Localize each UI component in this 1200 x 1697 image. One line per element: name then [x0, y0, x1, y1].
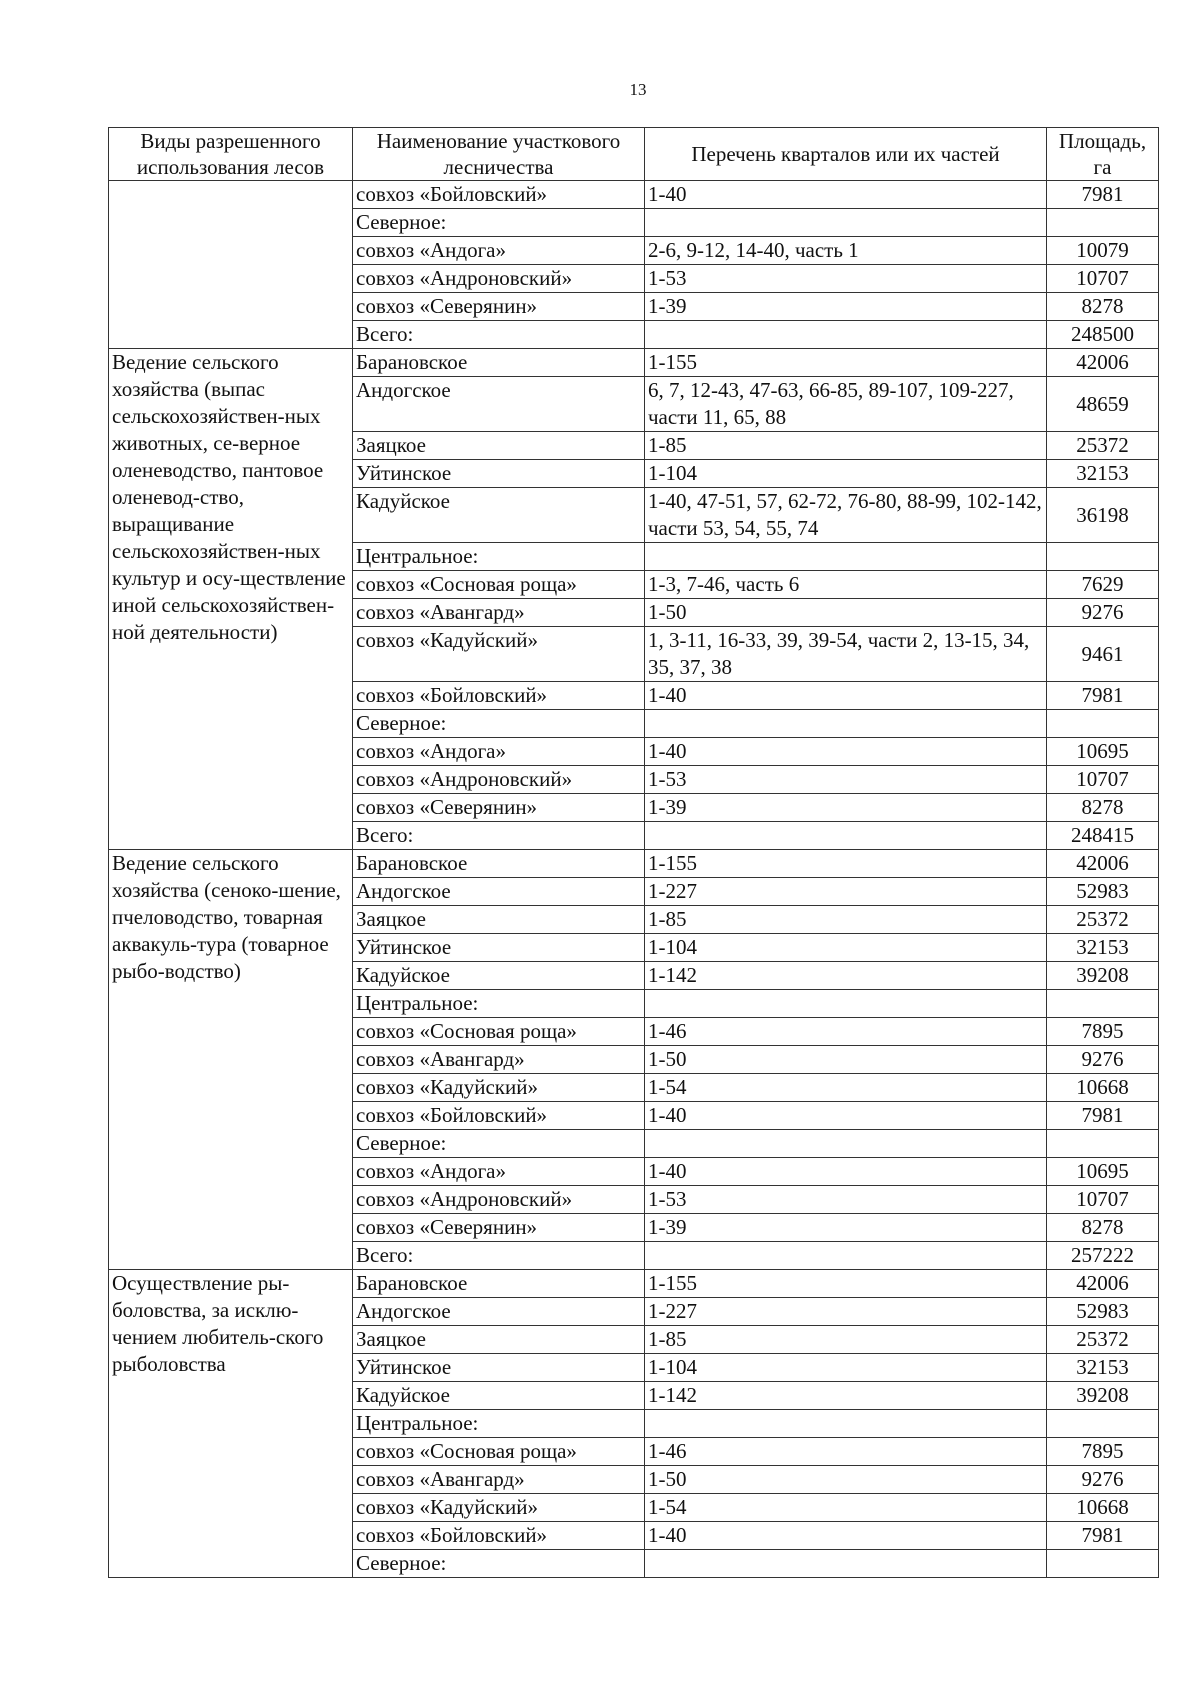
area-cell: 10707	[1047, 766, 1159, 794]
use-type-cell	[109, 181, 353, 349]
quarters-cell: 1-39	[645, 1214, 1047, 1242]
area-cell: 9276	[1047, 1466, 1159, 1494]
forestry-name-cell: совхоз «Сосновая роща»	[353, 571, 645, 599]
quarters-cell: 2-6, 9-12, 14-40, часть 1	[645, 237, 1047, 265]
area-cell: 10695	[1047, 738, 1159, 766]
forestry-name-cell: совхоз «Андроновский»	[353, 265, 645, 293]
quarters-cell: 1-50	[645, 599, 1047, 627]
quarters-cell: 1-142	[645, 1382, 1047, 1410]
forestry-name-cell: Уйтинское	[353, 1354, 645, 1382]
area-cell: 10079	[1047, 237, 1159, 265]
forest-use-table	[108, 127, 1159, 1578]
forestry-name-cell: совхоз «Сосновая роща»	[353, 1018, 645, 1046]
quarters-cell: 1-40	[645, 682, 1047, 710]
forestry-name-cell: Андогское	[353, 878, 645, 906]
quarters-cell: 1-85	[645, 432, 1047, 460]
area-cell: 25372	[1047, 432, 1159, 460]
forestry-name-cell: Кадуйское	[353, 962, 645, 990]
use-type-cell: Ведение сельского хозяйства (выпас сельскохозяйствен-ных животных, се-верное оленеводство, пантовое оленевод-ство, выращивание сельскохозяйствен-ных культур и осу-ществление иной сельскохозяйствен-ной деятельности)	[109, 349, 353, 850]
quarters-cell: 1-104	[645, 460, 1047, 488]
forestry-name-cell: Центральное:	[353, 543, 645, 571]
area-cell: 10668	[1047, 1074, 1159, 1102]
area-cell: 25372	[1047, 1326, 1159, 1354]
quarters-cell: 1-155	[645, 850, 1047, 878]
area-cell: 25372	[1047, 906, 1159, 934]
forestry-name-cell: Барановское	[353, 1270, 645, 1298]
forestry-name-cell: совхоз «Авангард»	[353, 599, 645, 627]
area-cell: 10695	[1047, 1158, 1159, 1186]
quarters-cell: 1, 3-11, 16-33, 39, 39-54, части 2, 13-15, 34, 35, 37, 38	[645, 627, 1047, 682]
quarters-cell: 1-53	[645, 766, 1047, 794]
forestry-name-cell: Андогское	[353, 377, 645, 432]
header-use-type: Виды разрешенного использования лесов	[109, 128, 353, 181]
header-area: Площадь, га	[1047, 128, 1159, 181]
quarters-cell: 1-155	[645, 1270, 1047, 1298]
area-cell: 42006	[1047, 349, 1159, 377]
quarters-cell: 1-104	[645, 1354, 1047, 1382]
area-cell: 7629	[1047, 571, 1159, 599]
forestry-name-cell: Заяцкое	[353, 1326, 645, 1354]
forestry-name-cell: Северное:	[353, 710, 645, 738]
quarters-cell	[645, 321, 1047, 349]
area-cell: 48659	[1047, 377, 1159, 432]
area-cell: 9461	[1047, 627, 1159, 682]
forestry-name-cell: Северное:	[353, 1550, 645, 1578]
header-row	[109, 128, 1159, 181]
forestry-name-cell: совхоз «Андога»	[353, 237, 645, 265]
quarters-cell: 1-3, 7-46, часть 6	[645, 571, 1047, 599]
forestry-name-cell: совхоз «Андроновский»	[353, 766, 645, 794]
area-cell: 7895	[1047, 1438, 1159, 1466]
quarters-cell: 1-54	[645, 1074, 1047, 1102]
forestry-name-cell: совхоз «Андога»	[353, 738, 645, 766]
area-cell	[1047, 1410, 1159, 1438]
header-quarters: Перечень кварталов или их частей	[645, 128, 1047, 181]
quarters-cell: 1-142	[645, 962, 1047, 990]
area-cell: 257222	[1047, 1242, 1159, 1270]
forestry-name-cell: Заяцкое	[353, 432, 645, 460]
area-cell: 248415	[1047, 822, 1159, 850]
forestry-name-cell: совхоз «Бойловский»	[353, 181, 645, 209]
area-cell	[1047, 543, 1159, 571]
quarters-cell: 1-40	[645, 1158, 1047, 1186]
table-row	[109, 1270, 1159, 1298]
area-cell: 7981	[1047, 1522, 1159, 1550]
header-forestry-name: Наименование участкового лесничества	[353, 128, 645, 181]
area-cell: 7981	[1047, 682, 1159, 710]
quarters-cell	[645, 1242, 1047, 1270]
quarters-cell: 1-46	[645, 1438, 1047, 1466]
area-cell: 42006	[1047, 1270, 1159, 1298]
area-cell: 32153	[1047, 460, 1159, 488]
table-row	[109, 349, 1159, 377]
area-cell: 52983	[1047, 878, 1159, 906]
forestry-name-cell: Всего:	[353, 1242, 645, 1270]
area-cell: 10707	[1047, 265, 1159, 293]
quarters-cell: 1-39	[645, 794, 1047, 822]
forestry-name-cell: Уйтинское	[353, 934, 645, 962]
quarters-cell: 1-227	[645, 878, 1047, 906]
area-cell: 9276	[1047, 1046, 1159, 1074]
area-cell: 8278	[1047, 293, 1159, 321]
area-cell: 8278	[1047, 794, 1159, 822]
quarters-cell: 1-40	[645, 1102, 1047, 1130]
quarters-cell: 1-46	[645, 1018, 1047, 1046]
quarters-cell: 1-85	[645, 906, 1047, 934]
forestry-name-cell: совхоз «Авангард»	[353, 1466, 645, 1494]
area-cell: 9276	[1047, 599, 1159, 627]
forestry-name-cell: совхоз «Кадуйский»	[353, 1074, 645, 1102]
table-row	[109, 850, 1159, 878]
quarters-cell: 1-40	[645, 181, 1047, 209]
quarters-cell: 1-50	[645, 1466, 1047, 1494]
forestry-name-cell: Центральное:	[353, 1410, 645, 1438]
area-cell: 39208	[1047, 962, 1159, 990]
quarters-cell: 1-39	[645, 293, 1047, 321]
forestry-name-cell: Центральное:	[353, 990, 645, 1018]
quarters-cell	[645, 1130, 1047, 1158]
area-cell: 10707	[1047, 1186, 1159, 1214]
forestry-name-cell: Кадуйское	[353, 1382, 645, 1410]
forestry-name-cell: совхоз «Авангард»	[353, 1046, 645, 1074]
quarters-cell: 1-40	[645, 738, 1047, 766]
page-number: 13	[629, 80, 647, 99]
forestry-name-cell: совхоз «Кадуйский»	[353, 627, 645, 682]
forestry-name-cell: совхоз «Бойловский»	[353, 682, 645, 710]
area-cell: 42006	[1047, 850, 1159, 878]
forestry-name-cell: Уйтинское	[353, 460, 645, 488]
forestry-name-cell: Северное:	[353, 209, 645, 237]
forestry-name-cell: совхоз «Бойловский»	[353, 1102, 645, 1130]
quarters-cell: 1-50	[645, 1046, 1047, 1074]
use-type-cell: Ведение сельского хозяйства (сеноко-шение, пчеловодство, товарная аквакуль-тура (товарное рыбо-водство)	[109, 850, 353, 1270]
quarters-cell: 1-40	[645, 1522, 1047, 1550]
table-header	[109, 128, 1159, 181]
forestry-name-cell: совхоз «Северянин»	[353, 1214, 645, 1242]
area-cell: 7895	[1047, 1018, 1159, 1046]
forestry-name-cell: Барановское	[353, 850, 645, 878]
quarters-cell: 1-227	[645, 1298, 1047, 1326]
forestry-name-cell: совхоз «Бойловский»	[353, 1522, 645, 1550]
quarters-cell	[645, 1550, 1047, 1578]
quarters-cell	[645, 209, 1047, 237]
forestry-name-cell: совхоз «Андога»	[353, 1158, 645, 1186]
quarters-cell	[645, 543, 1047, 571]
forestry-name-cell: совхоз «Андроновский»	[353, 1186, 645, 1214]
area-cell	[1047, 1550, 1159, 1578]
table-body	[109, 181, 1159, 1578]
area-cell: 39208	[1047, 1382, 1159, 1410]
forestry-name-cell: совхоз «Сосновая роща»	[353, 1438, 645, 1466]
forestry-name-cell: Барановское	[353, 349, 645, 377]
quarters-cell: 1-53	[645, 265, 1047, 293]
forestry-name-cell: совхоз «Северянин»	[353, 794, 645, 822]
area-cell	[1047, 990, 1159, 1018]
area-cell: 7981	[1047, 1102, 1159, 1130]
table-row	[109, 181, 1159, 209]
forestry-name-cell: Всего:	[353, 822, 645, 850]
quarters-cell: 1-85	[645, 1326, 1047, 1354]
quarters-cell: 1-53	[645, 1186, 1047, 1214]
area-cell: 36198	[1047, 488, 1159, 543]
quarters-cell	[645, 710, 1047, 738]
area-cell	[1047, 710, 1159, 738]
forestry-name-cell: Заяцкое	[353, 906, 645, 934]
use-type-cell: Осуществление ры-боловства, за исклю-чением любитель-ского рыболовства	[109, 1270, 353, 1578]
area-cell: 248500	[1047, 321, 1159, 349]
quarters-cell	[645, 990, 1047, 1018]
area-cell: 10668	[1047, 1494, 1159, 1522]
quarters-cell	[645, 822, 1047, 850]
quarters-cell: 1-104	[645, 934, 1047, 962]
quarters-cell	[645, 1410, 1047, 1438]
area-cell: 32153	[1047, 934, 1159, 962]
area-cell: 8278	[1047, 1214, 1159, 1242]
forestry-name-cell: Всего:	[353, 321, 645, 349]
forestry-name-cell: совхоз «Северянин»	[353, 293, 645, 321]
quarters-cell: 1-54	[645, 1494, 1047, 1522]
forestry-name-cell: Северное:	[353, 1130, 645, 1158]
forestry-name-cell: Андогское	[353, 1298, 645, 1326]
quarters-cell: 6, 7, 12-43, 47-63, 66-85, 89-107, 109-227, части 11, 65, 88	[645, 377, 1047, 432]
area-cell: 32153	[1047, 1354, 1159, 1382]
forestry-name-cell: Кадуйское	[353, 488, 645, 543]
quarters-cell: 1-155	[645, 349, 1047, 377]
area-cell	[1047, 209, 1159, 237]
forestry-name-cell: совхоз «Кадуйский»	[353, 1494, 645, 1522]
area-cell: 7981	[1047, 181, 1159, 209]
area-cell: 52983	[1047, 1298, 1159, 1326]
quarters-cell: 1-40, 47-51, 57, 62-72, 76-80, 88-99, 102-142, части 53, 54, 55, 74	[645, 488, 1047, 543]
area-cell	[1047, 1130, 1159, 1158]
